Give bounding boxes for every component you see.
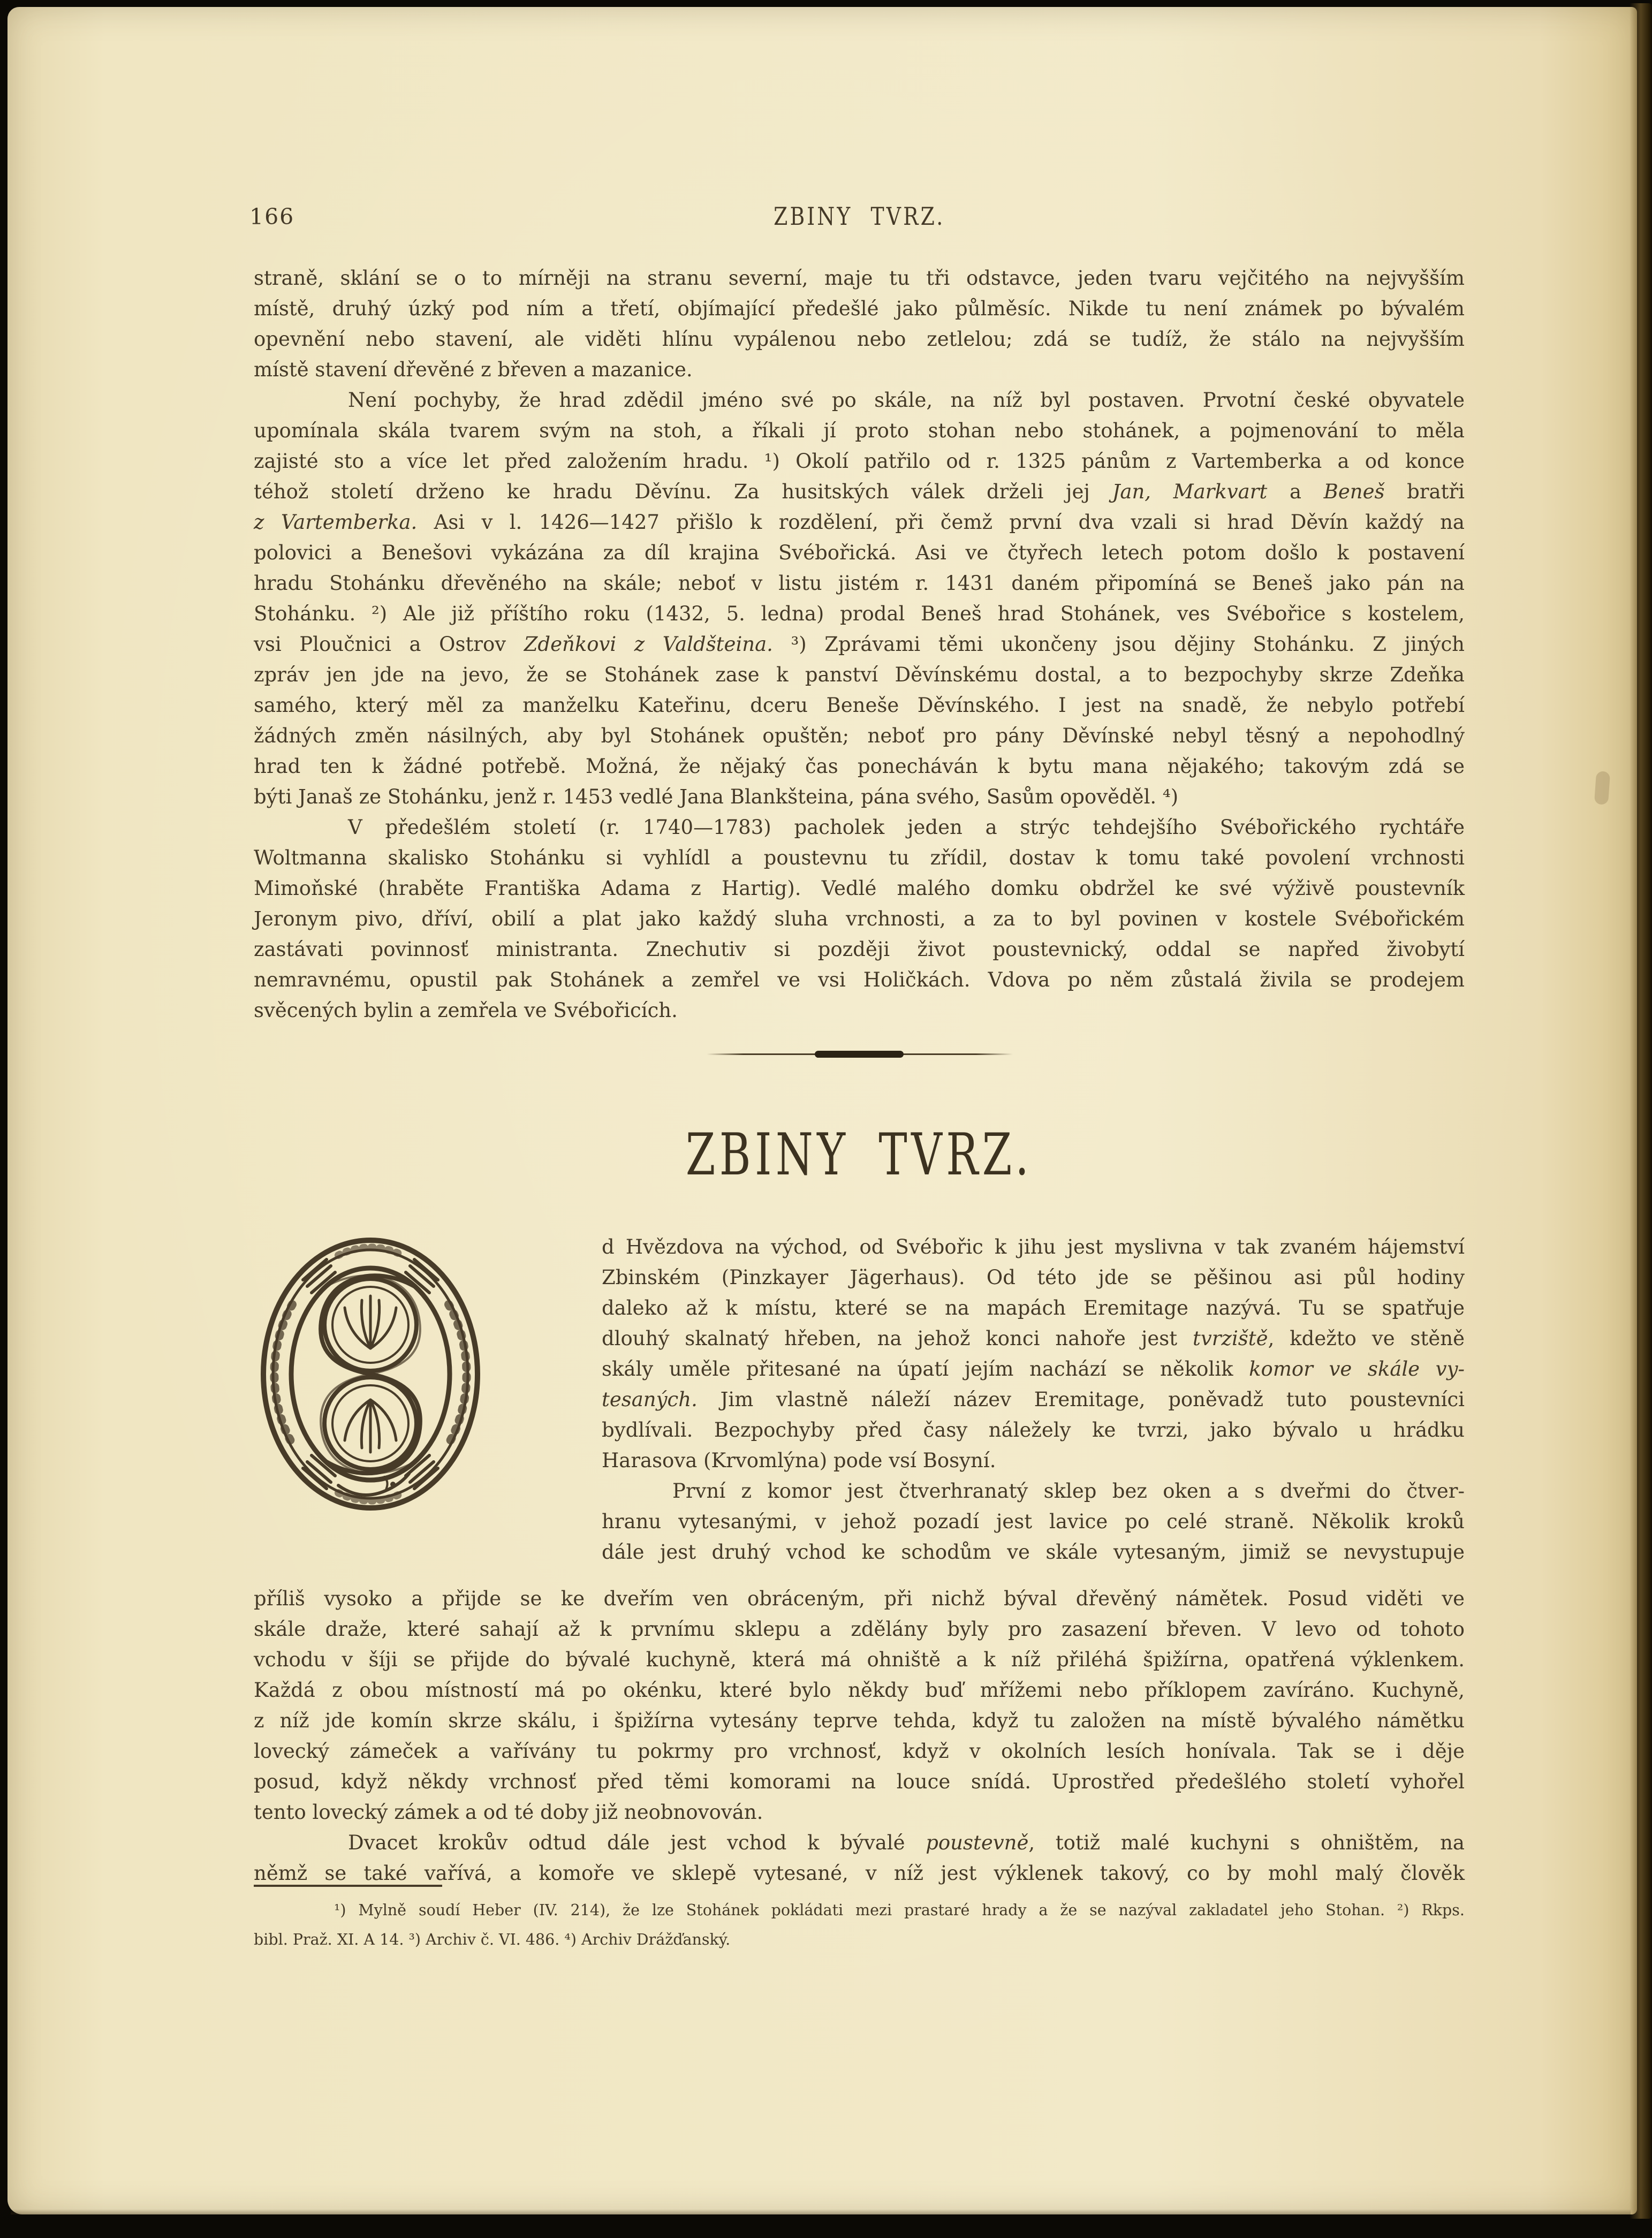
page-bottom-shadow: [11, 2209, 1631, 2214]
text-line: tesaných. Jim vlastně náleží název Eremitage, poněvadž tuto poustevníci: [602, 1388, 1465, 1411]
text-line: místě stavení dřevěné z břeven a mazanice.: [254, 358, 693, 381]
text-beside-initial: [602, 1232, 1465, 1567]
text-line: Dvacet krokův odtud dále jest vchod k bývalé poustevně, totiž malé kuchyni s ohništěm, na: [348, 1831, 1465, 1854]
text-line: z Vartemberka. Asi v l. 1426—1427 přišlo k rozdělení, při čemž první dva vzali si hrad Děvín každý na: [254, 511, 1465, 534]
text-line: d Hvězdova na východ, od Svébořic k jihu jest myslivna v tak zvaném hájemství: [602, 1235, 1465, 1258]
text-line: nemravnému, opustil pak Stohánek a zemřel ve vsi Holičkách. Vdova po něm zůstalá živila se prodejem: [254, 968, 1465, 991]
text-line: Woltmanna skalisko Stohánku si vyhlídl a poustevnu tu zřídil, dostav k tomu také povolení vrchnosti: [254, 846, 1465, 869]
text-line: ¹) Mylně soudí Heber (IV. 214), že lze Stohánek pokládati mezi prastaré hrady a že se nazýval zakladatel jeho Stohan. ²) Rkps.: [334, 1901, 1465, 1919]
text-line: skály uměle přitesané na úpatí jejím nachází se několik komor ve skále vy-: [602, 1357, 1465, 1380]
text-line: místě, druhý úzký pod ním a třetí, objímající předešlé jako půlměsíc. Nikde tu není známek po bývalém: [254, 297, 1465, 320]
ornamental-initial-letter-O-icon: [258, 1235, 483, 1513]
text-line: příliš vysoko a přijde se ke dveřím ven obráceným, při nichž býval dřevěný námětek. Posud viděti ve: [254, 1587, 1465, 1610]
text-line: vsi Ploučnici a Ostrov Zdeňkovi z Valdšteina. ³) Zprávami těmi ukončeny jsou dějiny Stohánku. Z jiných: [254, 633, 1465, 656]
text-line: dlouhý skalnatý hřeben, na jehož konci nahoře jest tvrziště, kdežto ve stěně: [602, 1327, 1465, 1350]
text-line: téhož století drženo ke hradu Děvínu. Za husitských válek drželi jej Jan, Markvart a Beneš bratři: [254, 480, 1465, 503]
page-stain: [1594, 771, 1610, 805]
chapter-heading: [254, 1121, 1465, 1188]
running-header-title: ZBINY TVRZ.: [773, 202, 945, 231]
text-line: zajisté sto a více let před založením hradu. ¹) Okolí patřilo od r. 1325 pánům z Vartemberka a od konce: [254, 450, 1465, 473]
text-line: daleko až k místu, které se na mapách Eremitage nazývá. Tu se spatřuje: [602, 1296, 1465, 1319]
text-line: opevnění nebo stavení, ale viděti hlínu vypálenou nebo zetlelou; zdá se tudíž, že stálo na nejvyšším: [254, 328, 1465, 351]
text-line: bydlívali. Bezpochyby před časy náležely ke tvrzi, jako bývalo u hrádku: [602, 1418, 1465, 1442]
body-text-lower: [254, 1232, 1465, 1888]
text-line: Mimoňské (hraběte Františka Adama z Hartig). Vedlé malého domku obdržel ke své výživě poustevník: [254, 877, 1465, 900]
section-divider-rule: [254, 1046, 1465, 1063]
text-line: Stohánku. ²) Ale již příštího roku (1432, 5. ledna) prodal Beneš hrad Stohánek, ves Svébořice s kostelem,: [254, 602, 1465, 625]
text-line: žádných změn násilných, aby byl Stohánek opuštěn; neboť pro pány Děvínské nebyl těsný a nepohodlný: [254, 724, 1465, 747]
text-line: polovici a Benešovi vykázána za díl krajina Svébořická. Asi ve čtyřech letech potom došlo k postavení: [254, 541, 1465, 564]
text-line: dále jest druhý vchod ke schodům ve skále vytesaným, jimiž se nevystupuje: [602, 1541, 1465, 1564]
text-line: hrad ten k žádné potřebě. Možná, že nějaký čas ponecháván k bytu mana nějakého; takovým zdá se: [254, 755, 1465, 778]
text-line: z níž jde komín skrze skálu, i špižírna vytesány teprve tehda, když tu založen na místě bývalého námětku: [254, 1709, 1465, 1732]
text-line: němž se také vařívá, a komoře ve sklepě vytesané, v níž jest výklenek takový, co by mohl malý člověk: [254, 1862, 1465, 1885]
text-line: V předešlém století (r. 1740—1783) pacholek jeden a strýc tehdejšího Svébořického rychtáře: [348, 816, 1465, 839]
text-line: zpráv jen jde na jevo, že se Stohánek zase k panství Děvínskému dostal, a to bezpochyby skrze Zdeňka: [254, 663, 1465, 686]
text-line: Každá z obou místností má po okénku, které bylo někdy buď mřížemi nebo příklopem zavíráno. Kuchyně,: [254, 1679, 1465, 1702]
text-line: První z komor jest čtverhranatý sklep bez oken a s dveřmi do čtver-: [672, 1480, 1465, 1503]
text-line: Zbinském (Pinzkayer Jägerhaus). Od této jde se pěšinou asi půl hodiny: [602, 1266, 1465, 1289]
text-line: skále draže, které sahají až k prvnímu sklepu a zdělány byly pro zasazení břeven. V levo od tohoto: [254, 1618, 1465, 1641]
divider-thick-bar: [815, 1051, 904, 1058]
text-line: býti Janaš ze Stohánku, jenž r. 1453 vedlé Jana Blankšteina, pána svého, Sasům opověděl. ⁴): [254, 785, 1179, 808]
book-page: [7, 7, 1637, 2214]
text-line: hradu Stohánku dřevěného na skále; neboť v listu jistém r. 1431 daném připomíná se Beneš jako pán na: [254, 572, 1465, 595]
chapter-heading-text: ZBINY TVRZ.: [685, 1121, 1033, 1188]
text-line: Jeronym pivo, dříví, obilí a plat jako každý sluha vrchnosti, a za to byl povinen v kostele Svébořickém: [254, 907, 1465, 930]
text-line: straně, sklání se o to mírněji na stranu severní, maje tu tři odstavce, jeden tvaru vejčitého na nejvyšším: [254, 267, 1465, 290]
text-line: svěcených bylin a zemřela ve Svébořicích.: [254, 999, 678, 1022]
text-line: Není pochyby, že hrad zdědil jméno své po skále, na níž byl postaven. Prvotní české obyvatele: [348, 389, 1465, 412]
text-line: posud, když někdy vrchnosť před těmi komorami na louce snídá. Uprostřed předešlého století vyhořel: [254, 1770, 1465, 1793]
text-below-initial: [254, 1583, 1465, 1888]
footnote-rule: [254, 1885, 442, 1887]
text-line: samého, který měl za manželku Kateřinu, dceru Beneše Děvínského. I jest na snadě, že nebylo potřebí: [254, 694, 1465, 717]
text-line: upomínala skála tvarem svým na stoh, a říkali jí proto stohan nebo stohánek, a pojmenování to měla: [254, 419, 1465, 442]
text-line: lovecký zámeček a vařívány tu pokrmy pro vrchnosť, když v okolních lesích honívala. Tak se i děje: [254, 1740, 1465, 1763]
initial-paragraph-row: [254, 1232, 1465, 1567]
running-header: [254, 202, 1465, 231]
text-line: hranu vytesanými, v jehož pozadí jest lavice po celé straně. Několik kroků: [602, 1510, 1465, 1533]
page-number: 166: [249, 204, 295, 230]
footnotes: [254, 1895, 1465, 1954]
text-line: Harasova (Krvomlýna) pode vsí Bosyní.: [602, 1449, 996, 1472]
text-line: vchodu v šíji se přijde do bývalé kuchyně, která má ohniště a k níž přiléhá špižírna, opatřená výklenkem.: [254, 1648, 1465, 1671]
book-spine-shadow: [1630, 3, 1652, 2219]
text-line: tento lovecký zámek a od té doby již neobnovován.: [254, 1801, 763, 1824]
text-line: zastávati povinnosť ministranta. Znechutiv si později život poustevnický, oddal se napřed živobytí: [254, 938, 1465, 961]
ornamental-initial-cell: [254, 1232, 602, 1567]
text-line: bibl. Praž. XI. A 14. ³) Archiv č. VI. 486. ⁴) Archiv Drážďanský.: [254, 1931, 731, 1948]
body-text-upper: [254, 263, 1465, 1026]
